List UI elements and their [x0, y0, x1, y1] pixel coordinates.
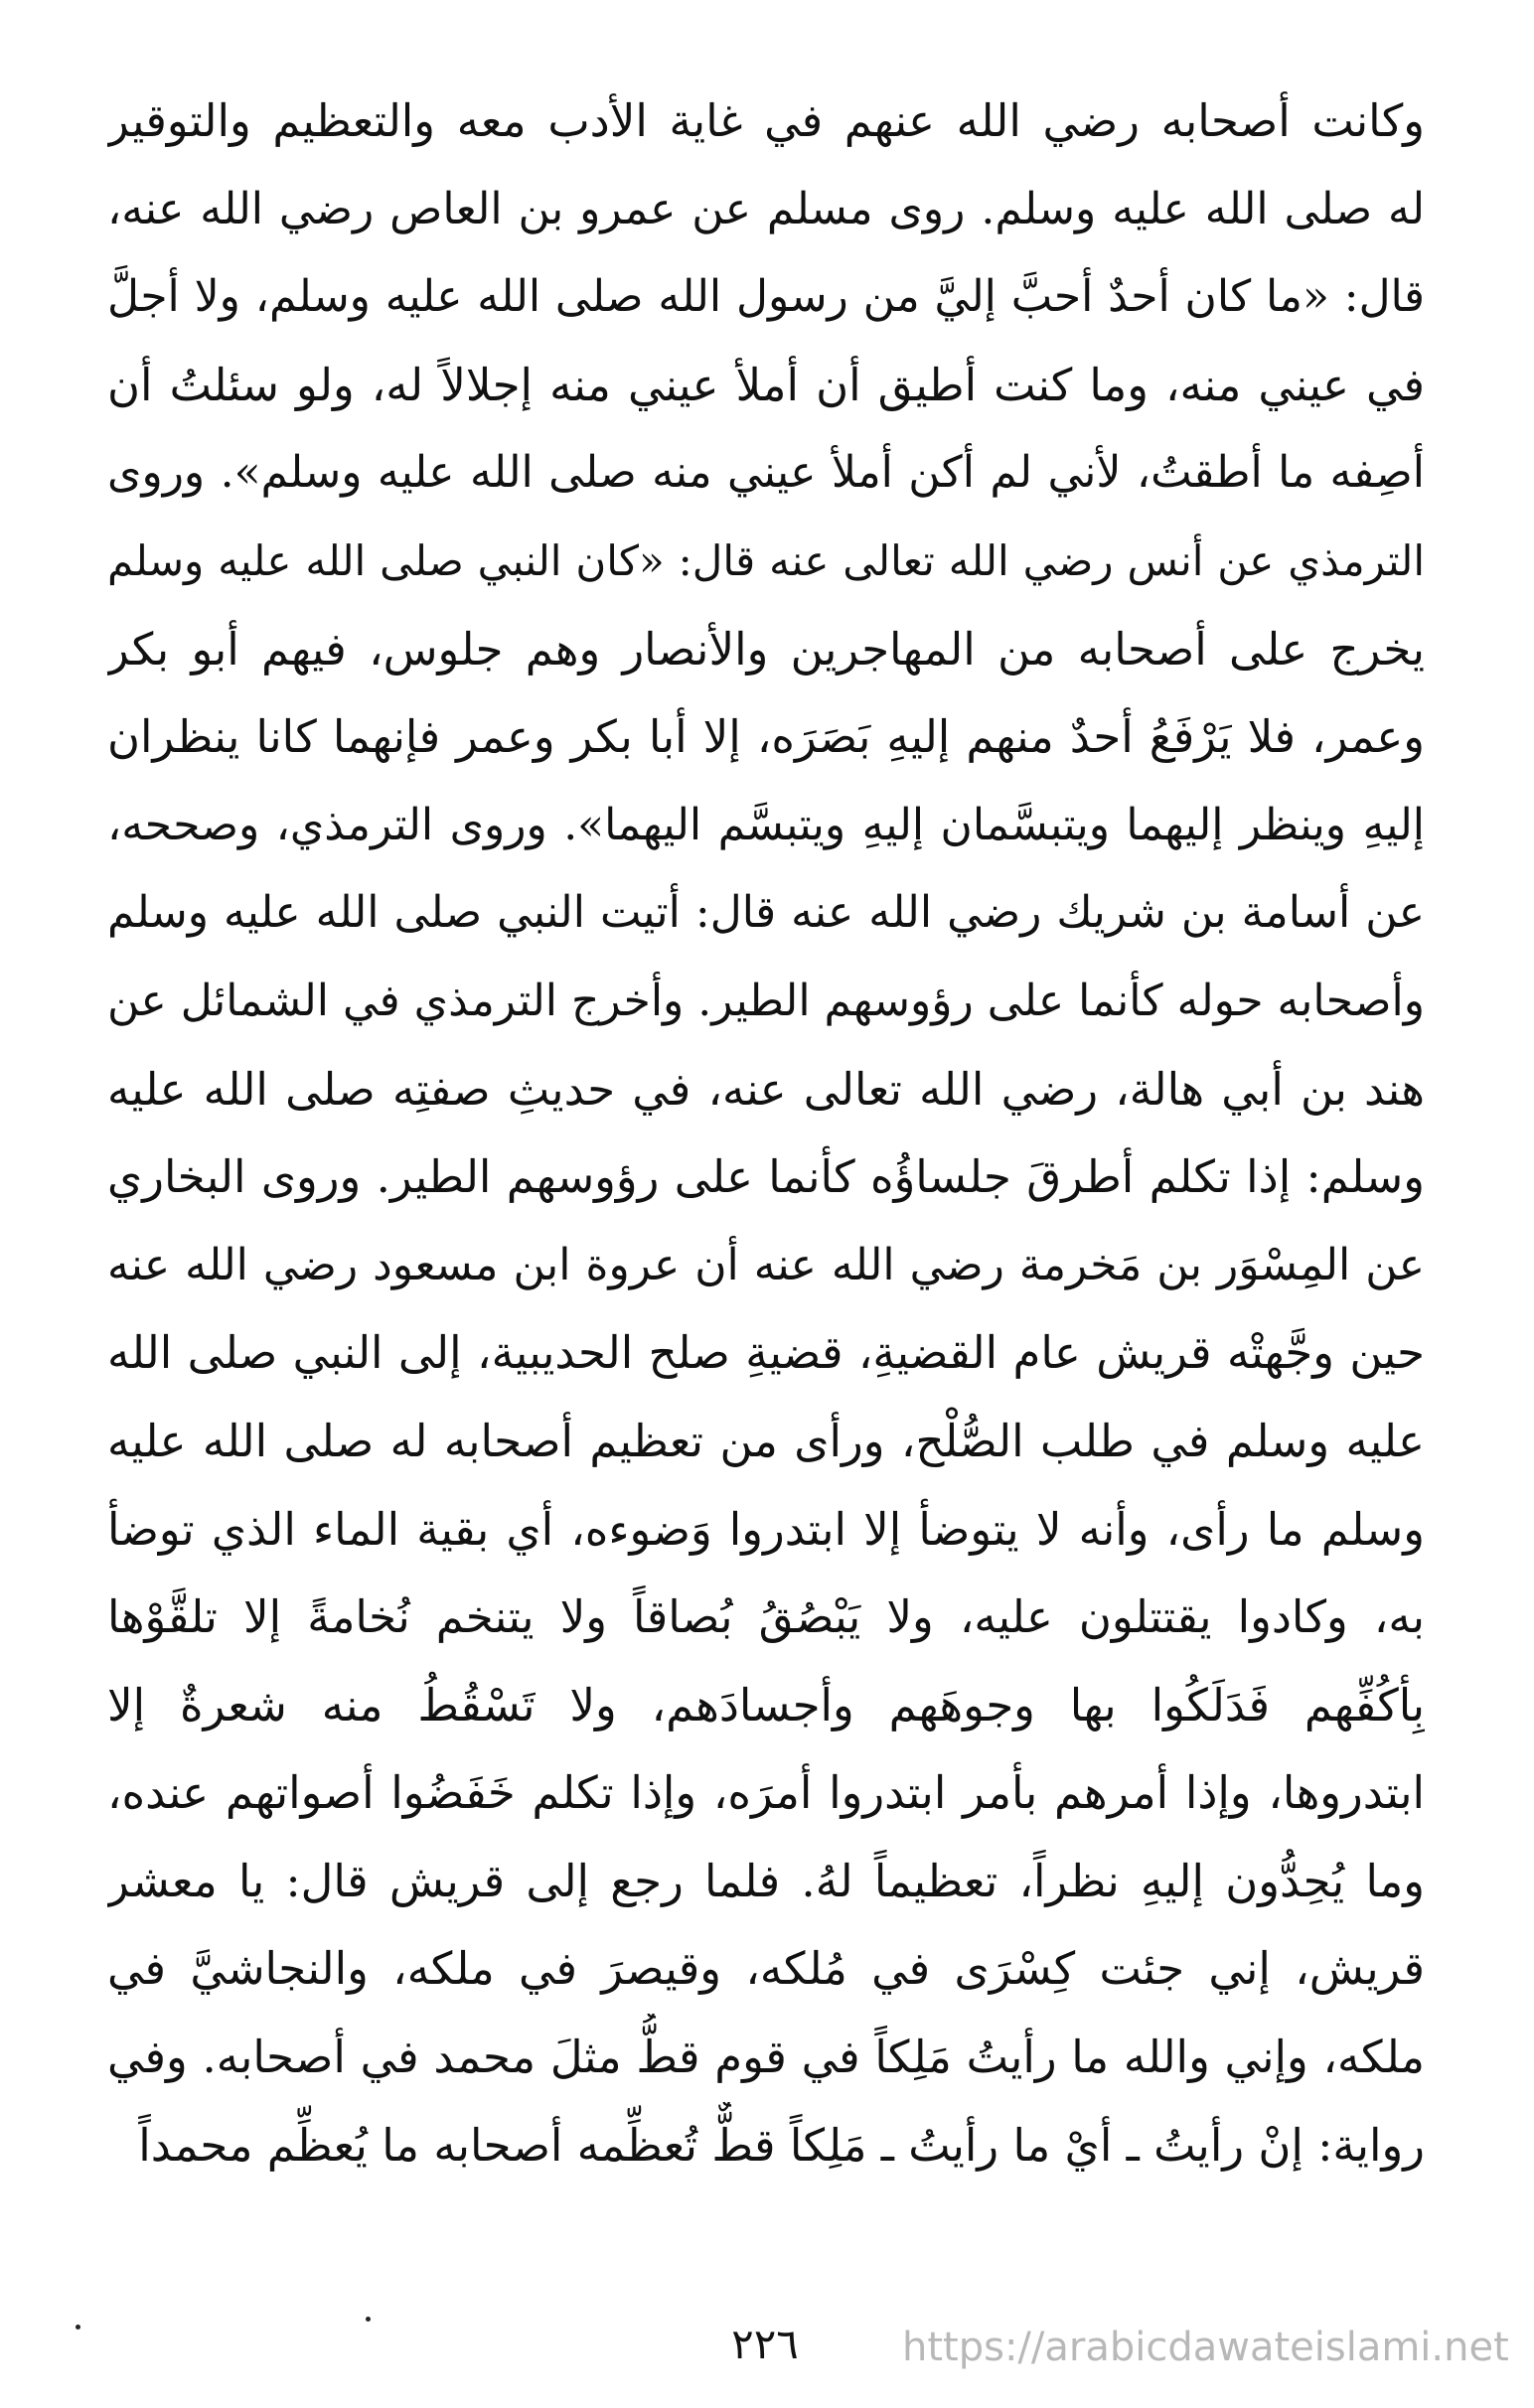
- text-line: ملكه، وإني والله ما رأيتُ مَلِكاً في قوم قطُّ مثلَ محمد في أصحابه. وفي: [107, 2031, 1425, 2084]
- scan-speck: [366, 2317, 371, 2322]
- text-line: ابتدروها، وإذا أمرهم بأمر ابتدروا أمرَه، وإذا تكلم خَفَضُوا أصواتهم عنده،: [107, 1766, 1425, 1820]
- text-line: في عيني منه، وما كنت أطيق أن أملأ عيني منه إجلالاً له، ولو سئلتُ أن: [107, 358, 1425, 411]
- text-line: وسلم ما رأى، وأنه لا يتوضأ إلا ابتدروا وَضوءه، أي بقية الماء الذي توضأ: [107, 1502, 1425, 1556]
- watermark-url: https://arabicdawateislami.net: [902, 2325, 1509, 2370]
- text-line: قال: «ما كان أحدٌ أحبَّ إليَّ من رسول الله صلى الله عليه وسلم، ولا أجلَّ: [107, 271, 1425, 323]
- text-line: عليه وسلم في طلب الصُّلْح، ورأى من تعظيم أصحابه له صلى الله عليه: [107, 1414, 1425, 1467]
- text-line: وعمر، فلا يَرْفَعُ أحدٌ منهم إليهِ بَصَرَه، إلا أبا بكر وعمر فإنهما كانا ينظران: [107, 710, 1425, 764]
- text-line: أصِفه ما أطقتُ، لأني لم أكن أملأ عيني منه صلى الله عليه وسلم». وروى: [107, 447, 1425, 499]
- text-line: وسلم: إذا تكلم أطرقَ جلساؤُه كأنما على رؤوسهم الطير. وروى البخاري: [107, 1150, 1425, 1204]
- text-line: وما يُحِدُّون إليهِ نظراً، تعظيماً لهُ. فلما رجع إلى قريش قال: يا معشر: [107, 1854, 1425, 1907]
- text-line: هند بن أبي هالة، رضي الله تعالى عنه، في حديثِ صفتِه صلى الله عليه: [107, 1062, 1425, 1116]
- text-line: بِأكُفِّهم فَدَلَكُوا بها وجوهَهم وأجسادَهم، ولا تَسْقُطُ منه شعرةٌ إلا: [107, 1678, 1425, 1731]
- text-line: حين وجَّهتْه قريش عام القضيةِ، قضيةِ صلح الحديبية، إلى النبي صلى الله: [107, 1326, 1425, 1380]
- text-line: قريش، إني جئت كِسْرَى في مُلكه، وقيصرَ في ملكه، والنجاشيَّ في: [107, 1942, 1425, 1996]
- text-line: له صلى الله عليه وسلم. روى مسلم عن عمرو بن العاص رضي الله عنه،: [107, 183, 1425, 234]
- text-line: به، وكادوا يقتتلون عليه، ولا يَبْصُقُ بُصاقاً ولا يتنخم نُخامةً إلا تلقَّوْها: [107, 1590, 1425, 1644]
- scan-speck: [76, 2325, 80, 2330]
- text-line: الترمذي عن أنس رضي الله تعالى عنه قال: «كان النبي صلى الله عليه وسلم: [107, 535, 1425, 585]
- text-line: عن المِسْوَر بن مَخرمة رضي الله عنه أن عروة ابن مسعود رضي الله عنه: [107, 1239, 1425, 1290]
- text-line: رواية: إنْ رأيتُ ـ أيْ ما رأيتُ ـ مَلِكاً قطٌّ تُعظِّمه أصحابه ما يُعظِّم محمداً: [138, 2118, 1425, 2172]
- text-line: يخرج على أصحابه من المهاجرين والأنصار وهم جلوس، فيهم أبو بكر: [107, 622, 1425, 676]
- text-line: إليهِ وينظر إليهما ويتبسَّمان إليهِ ويتبسَّم اليهما». وروى الترمذي، وصححه،: [107, 799, 1425, 850]
- text-line: وأصحابه حوله كأنما على رؤوسهم الطير. وأخرج الترمذي في الشمائل عن: [107, 975, 1425, 1026]
- text-line: عن أسامة بن شريك رضي الله عنه قال: أتيت النبي صلى الله عليه وسلم: [107, 887, 1425, 939]
- body-text: [107, 77, 1425, 2189]
- page-number: ٢٢٦: [731, 2320, 799, 2368]
- text-line: وكانت أصحابه رضي الله عنهم في غاية الأدب معه والتعظيم والتوقير: [107, 94, 1425, 147]
